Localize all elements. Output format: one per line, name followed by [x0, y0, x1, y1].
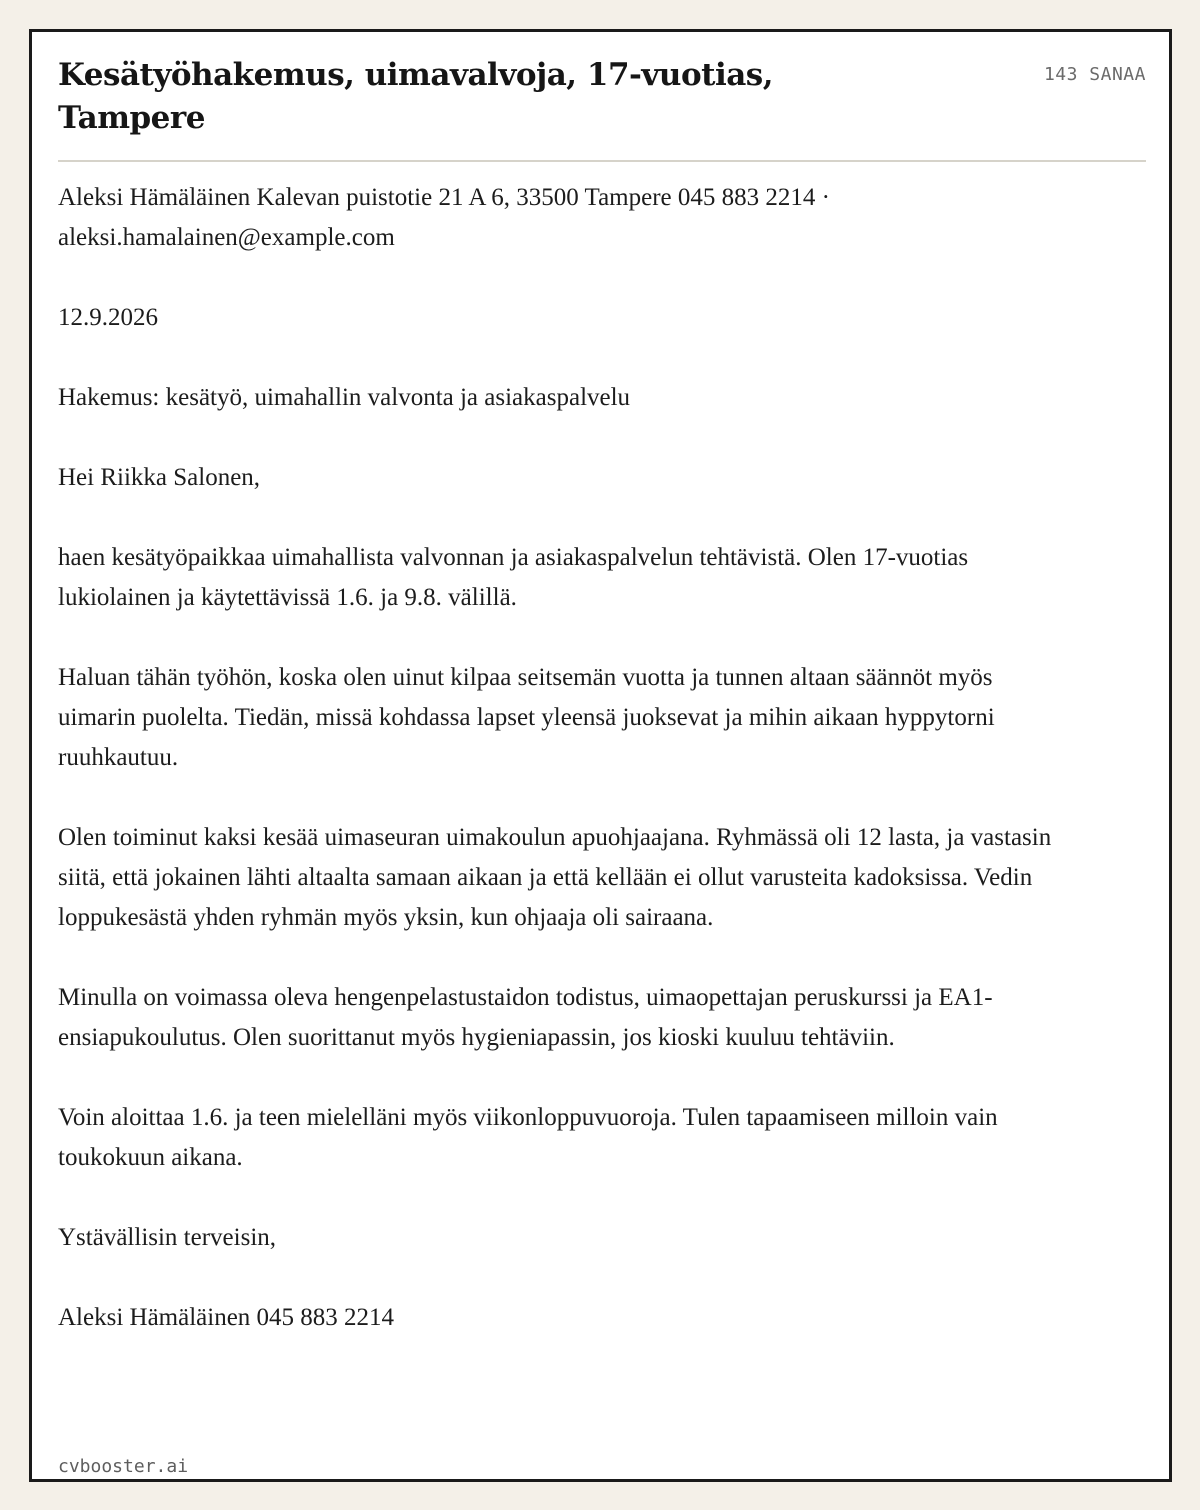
sender-info: Aleksi Hämäläinen Kalevan puistotie 21 A 6, 33500 Tampere 045 883 2214 · aleksi.hamalainen@example.com — [58, 184, 830, 251]
body-paragraph: Olen toiminut kaksi kesää uimaseuran uimakoulun apuohjaajana. Ryhmässä oli 12 lasta, ja vastasin siitä, että jokainen lähti altaalta samaan aikaan ja että kellään ei ollut varusteita kadoksissa. Vedin loppukesästä yhden ryhmän myös yksin, kun ohjaaja oli sairaana. — [58, 824, 1052, 931]
letter-date: 12.9.2026 — [58, 304, 158, 331]
word-count-badge: 143 SANAA — [1043, 64, 1146, 85]
document-header — [58, 54, 1146, 162]
letter-greeting: Hei Riikka Salonen, — [58, 464, 261, 491]
body-paragraph: Minulla on voimassa oleva hengenpelastustaidon todistus, uimaopettajan peruskurssi ja EA1-ensiapukoulutus. Olen suorittanut myös hygieniapassin, jos kioski kuuluu tehtäviin. — [58, 984, 993, 1051]
letter-signature: Aleksi Hämäläinen 045 883 2214 — [58, 1304, 395, 1331]
body-paragraph: haen kesätyöpaikkaa uimahallista valvonnan ja asiakaspalvelun tehtävistä. Olen 17-vuotias lukiolainen ja käytettävissä 1.6. ja 9.8. välillä. — [58, 544, 969, 611]
letter-body — [58, 178, 1058, 1338]
cover-letter-card — [29, 29, 1172, 1482]
footer-brand: cvbooster.ai — [58, 1456, 189, 1477]
letter-closing: Ystävällisin terveisin, — [58, 1224, 277, 1251]
header-divider — [58, 160, 1146, 162]
body-paragraph: Haluan tähän työhön, koska olen uinut kilpaa seitsemän vuotta ja tunnen altaan säännöt myös uimarin puolelta. Tiedän, missä kohdassa lapset yleensä juoksevat ja mihin aikaan hyppytorni ruuhkautuu. — [58, 664, 995, 771]
letter-subject: Hakemus: kesätyö, uimahallin valvonta ja asiakaspalvelu — [58, 384, 631, 411]
body-paragraph: Voin aloittaa 1.6. ja teen mielelläni myös viikonloppuvuoroja. Tulen tapaamiseen milloin vain toukokuun aikana. — [58, 1104, 998, 1171]
document-title: Kesätyöhakemus, uimavalvoja, 17-vuotias, Tampere — [58, 57, 774, 136]
